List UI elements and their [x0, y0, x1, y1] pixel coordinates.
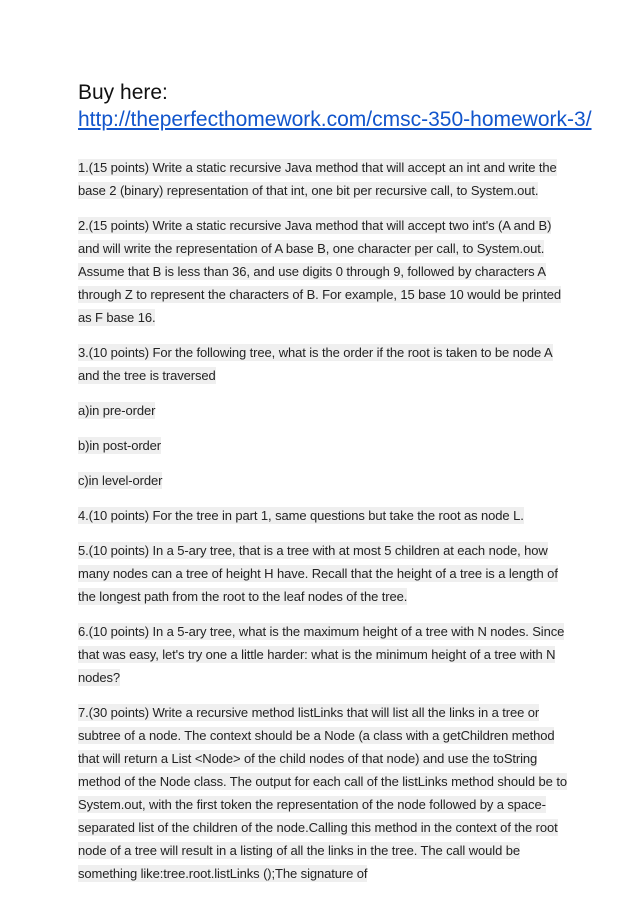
question-3c [78, 469, 568, 492]
question-7-text: 7.(30 points) Write a recursive method listLinks that will list all the links in a tree or subtree of a node. The context should be a Node (a class with a getChildren method that will return a List <Node> of the child nodes of that node) and use the toString method of the Node class. The output for each call of the listLinks method should be to System.out, with the first token the representation of the node followed by a space-separated list of the children of the node.Calling this method in the context of the root node of a tree will result in a listing of all the links in the tree. The call would be something like:tree.root.listLinks ();The signature of [78, 705, 567, 881]
question-4 [78, 504, 568, 527]
question-3b-text: b)in post-order [78, 438, 162, 453]
question-1 [78, 156, 568, 202]
homework-link[interactable]: http://theperfecthomework.com/cmsc-350-homework-3/ [78, 108, 592, 131]
question-5 [78, 539, 568, 608]
question-6 [78, 620, 568, 689]
question-3a-text: a)in pre-order [78, 403, 156, 418]
document-page [78, 80, 592, 897]
question-3a [78, 399, 568, 422]
buy-here-heading: Buy here: [78, 81, 168, 104]
question-1-text: 1.(15 points) Write a static recursive Java method that will accept an int and write the base 2 (binary) representation of that int, one bit per recursive call, to System.out. [78, 160, 557, 198]
question-3 [78, 341, 568, 387]
question-7 [78, 701, 568, 885]
question-5-text: 5.(10 points) In a 5-ary tree, that is a tree with at most 5 children at each node, how many nodes can a tree of height H have. Recall that the height of a tree is a length of the longest path from the root to the leaf nodes of the tree. [78, 543, 558, 604]
question-6-text: 6.(10 points) In a 5-ary tree, what is the maximum height of a tree with N nodes. Since that was easy, let's try one a little harder: what is the minimum height of a tree with N nodes? [78, 624, 565, 685]
question-3-text: 3.(10 points) For the following tree, what is the order if the root is taken to be node A and the tree is traversed [78, 345, 553, 383]
question-3b [78, 434, 568, 457]
question-4-text: 4.(10 points) For the tree in part 1, same questions but take the root as node L. [78, 508, 524, 523]
question-3c-text: c)in level-order [78, 473, 163, 488]
question-2 [78, 214, 568, 329]
question-2-text: 2.(15 points) Write a static recursive Java method that will accept two int's (A and B) and will write the representation of A base B, one character per call, to System.out. Assume that B is less than 36, and use digits 0 through 9, followed by characters A through Z to represent the characters of B. For example, 15 base 10 would be printed as F base 16. [78, 218, 561, 325]
